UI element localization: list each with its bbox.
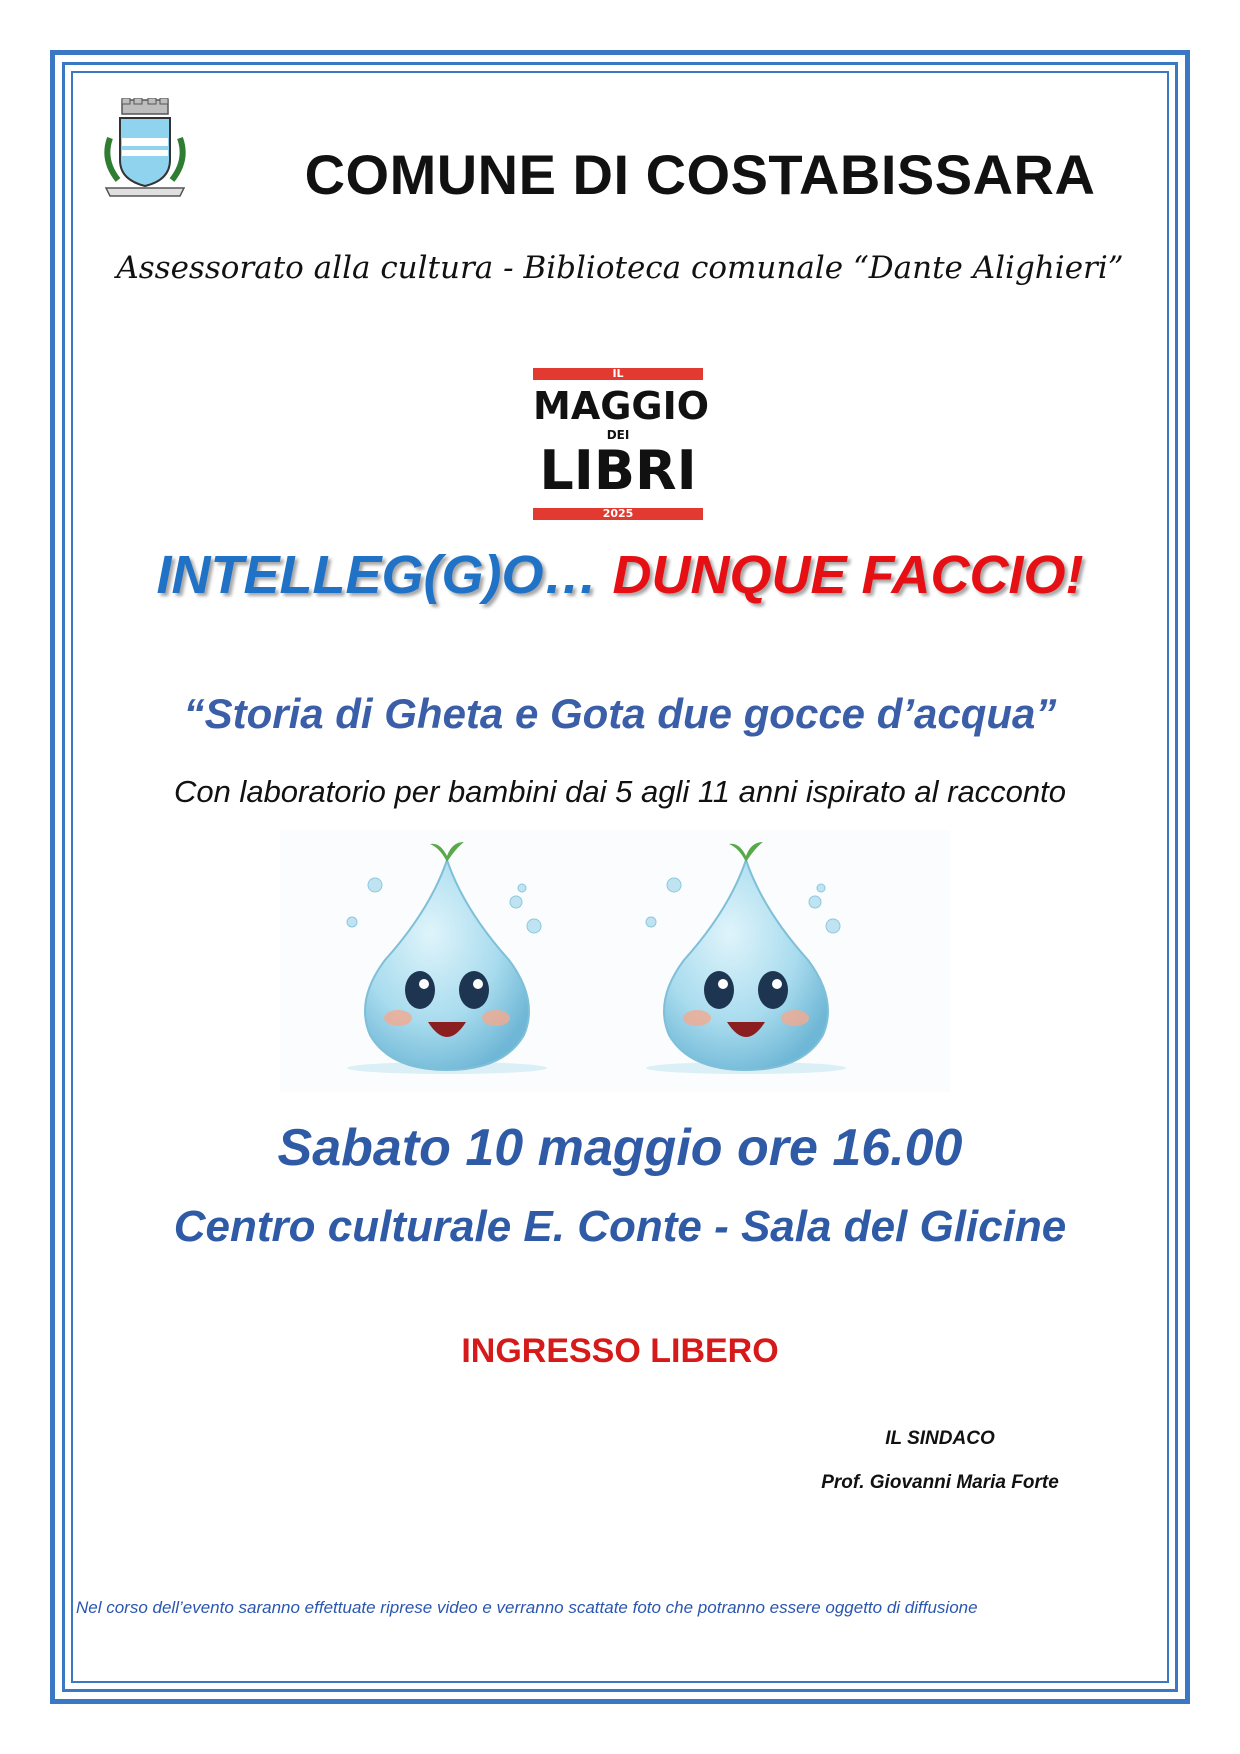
headline-part-blue: INTELLEG(G)O…: [156, 545, 613, 605]
maggio-dei-libri-logo: [533, 367, 710, 524]
logo-maggio: MAGGIO: [533, 384, 710, 428]
event-venue: Centro culturale E. Conte - Sala del Glicine: [173, 1202, 1067, 1251]
headline-part-red: DUNQUE FACCIO!: [612, 545, 1084, 605]
logo-libri: LIBRI: [539, 439, 697, 502]
logo-dei: DEI: [606, 428, 630, 442]
signature-role: IL SINDACO: [885, 1428, 995, 1449]
event-headline: [80, 544, 1160, 606]
page-title: COMUNE DI COSTABISSARA: [304, 143, 1096, 206]
free-entry-notice: INGRESSO LIBERO: [461, 1332, 779, 1370]
workshop-description: Con laboratorio per bambini dai 5 agli 11 anni ispirato al racconto: [173, 774, 1067, 809]
water-drops-illustration: [280, 830, 950, 1092]
media-disclaimer: Nel corso dell’evento saranno effettuate riprese video e verranno scattate foto che potranno essere oggetto di diffusione: [76, 1598, 978, 1617]
logo-year: 2025: [602, 507, 634, 520]
story-title: “Storia di Gheta e Gota due gocce d’acqua”: [183, 690, 1057, 737]
signature-name: Prof. Giovanni Maria Forte: [821, 1472, 1059, 1493]
logo-il: IL: [612, 367, 624, 380]
department-subtitle: Assessorato alla cultura - Biblioteca comunale “Dante Alighieri”: [116, 250, 1124, 286]
event-datetime: Sabato 10 maggio ore 16.00: [277, 1119, 963, 1177]
town-crest-icon: [100, 98, 190, 198]
